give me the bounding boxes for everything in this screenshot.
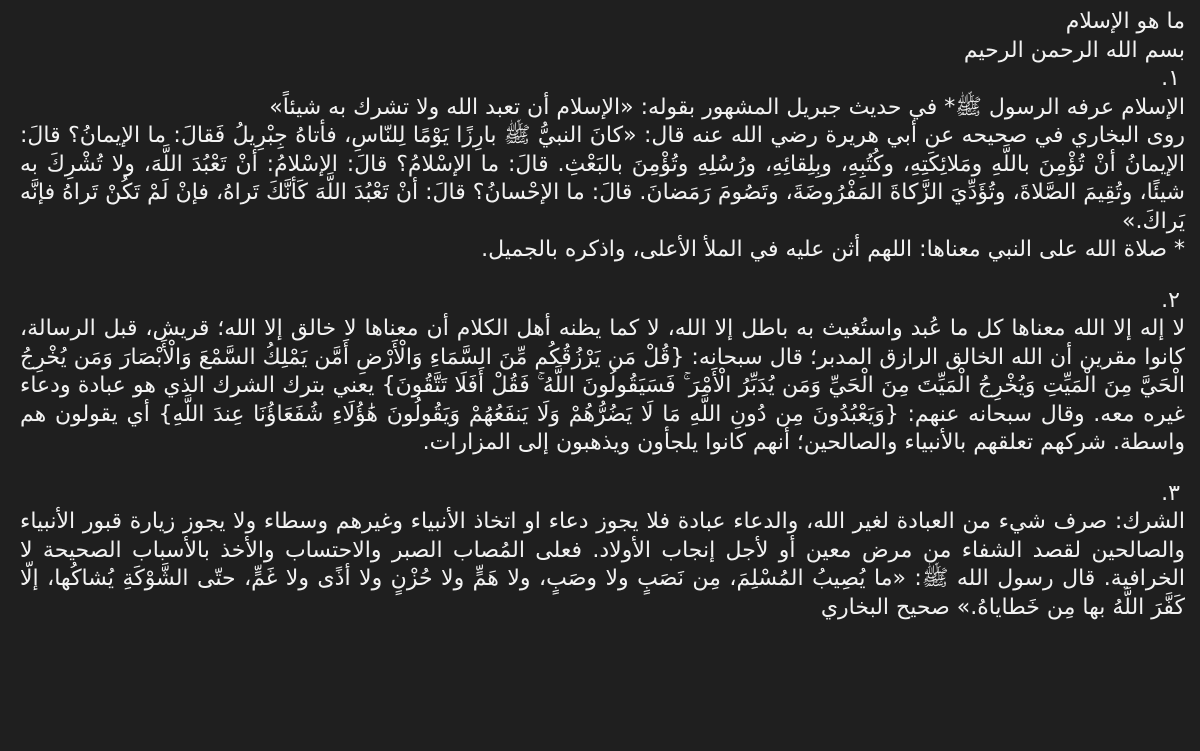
section-number: ١. — [1161, 66, 1180, 91]
section-lead: الإسلام عرفه الرسول ﷺ* في حديث جبريل المشهور بقوله: «الإسلام أن تعبد الله ولا تشرك به شيئاً» — [269, 94, 1185, 120]
footnote: * صلاة الله على النبي معناها: اللهم أثن عليه في الملأ الأعلى، واذكره بالجميل. — [481, 237, 1185, 262]
document-header — [20, 0, 1185, 65]
section-1 — [20, 65, 1185, 265]
section-2 — [20, 287, 1185, 458]
basmala: بسم الله الرحمن الرحيم — [963, 37, 1185, 63]
section-number: ٢. — [1161, 287, 1180, 313]
section-divider — [20, 265, 1185, 287]
page-title: ما هو الإسلام — [1065, 9, 1185, 34]
section-body: الشرك: صرف شيء من العبادة لغير الله، والدعاء عبادة فلا يجوز دعاء او اتخاذ الأنبياء وغيرهم وسطاء ولا يجوز زيارة قبور الأنبياء والصالحين لقصد الشفاء من مرض معين أو لأجل إنجاب الأولاد. فعلى المُصاب الصبر والاحتساب والأخذ بالأسباب الصحيحة لا الخرافية. قال رسول الله ﷺ: «ما يُصِيبُ المُسْلِمَ، مِن نَصَبٍ ولا وصَبٍ، ولا هَمٍّ ولا حُزْنٍ ولا أذًى ولا غَمٍّ، حتّى الشَّوْكَةِ يُشاكُها، إلّا كَفَّرَ اللَّهُ بها مِن خَطاياهُ.» صحيح البخاري — [20, 509, 1185, 620]
section-divider — [20, 458, 1185, 480]
section-number: ٣. — [1161, 480, 1180, 506]
hadith-text: روى البخاري في صحيحه عن أبي هريرة رضي الله عنه قال: «كانَ النبيُّ ﷺ بارِزًا يَوْمًا لِلنّاسِ، فأتاهُ جِبْرِيلُ فَقالَ: ما الإيمانُ؟ قالَ: الإيمانُ أنْ تُؤْمِنَ باللَّهِ ومَلائِكَتِهِ، وكُتُبِهِ، وبِلِقائِهِ، ورُسُلِهِ وتُؤْمِنَ بالبَعْثِ. قالَ: ما الإسْلامُ؟ قالَ: الإسْلامُ: أنْ تَعْبُدَ اللَّهَ، ولا تُشْرِكَ به شيئًا، وتُقِيمَ الصَّلاةَ، وتُؤَدِّيَ الزَّكاةَ المَفْرُوضَةَ، وتَصُومَ رَمَضانَ. قالَ: ما الإحْسانُ؟ قالَ: أنْ تَعْبُدَ اللَّهَ كَأنَّكَ تَراهُ، فإنْ لَمْ تَكُنْ تَراهُ فإنَّه يَراكَ.» — [20, 123, 1185, 234]
section-body: لا إله إلا الله معناها كل ما عُبد واستُغيث به باطل إلا الله، لا كما يظنه أهل الكلام أن معناها لا خالق إلا الله؛ قريش، قبل الرسالة، كانوا مقرين أن الله الخالق الرازق المدبر؛ قال سبحانه: {قُلْ مَن يَرْزُقُكُم مِّنَ السَّمَاءِ وَالْأَرْضِ أَمَّن يَمْلِكُ السَّمْعَ وَالْأَبْصَارَ وَمَن يُخْرِجُ الْحَيَّ مِنَ الْمَيِّتِ وَيُخْرِجُ الْمَيِّتَ مِنَ الْحَيِّ وَمَن يُدَبِّرُ الْأَمْرَ ۚ فَسَيَقُولُونَ اللَّهُ ۚ فَقُلْ أَفَلَا تَتَّقُونَ} يعني بترك الشرك الذي هو عبادة ودعاء غيره معه. وقال سبحانه عنهم: {وَيَعْبُدُونَ مِن دُونِ اللَّهِ مَا لَا يَضُرُّهُمْ وَلَا يَنفَعُهُمْ وَيَقُولُونَ هَٰؤُلَاءِ شُفَعَاؤُنَا عِندَ اللَّهِ} أي يقولون هم واسطة. شركهم تعلقهم بالأنبياء والصالحين؛ أنهم كانوا يلجأون ويذهبون إلى المزارات. — [20, 316, 1185, 455]
section-3 — [20, 480, 1185, 623]
